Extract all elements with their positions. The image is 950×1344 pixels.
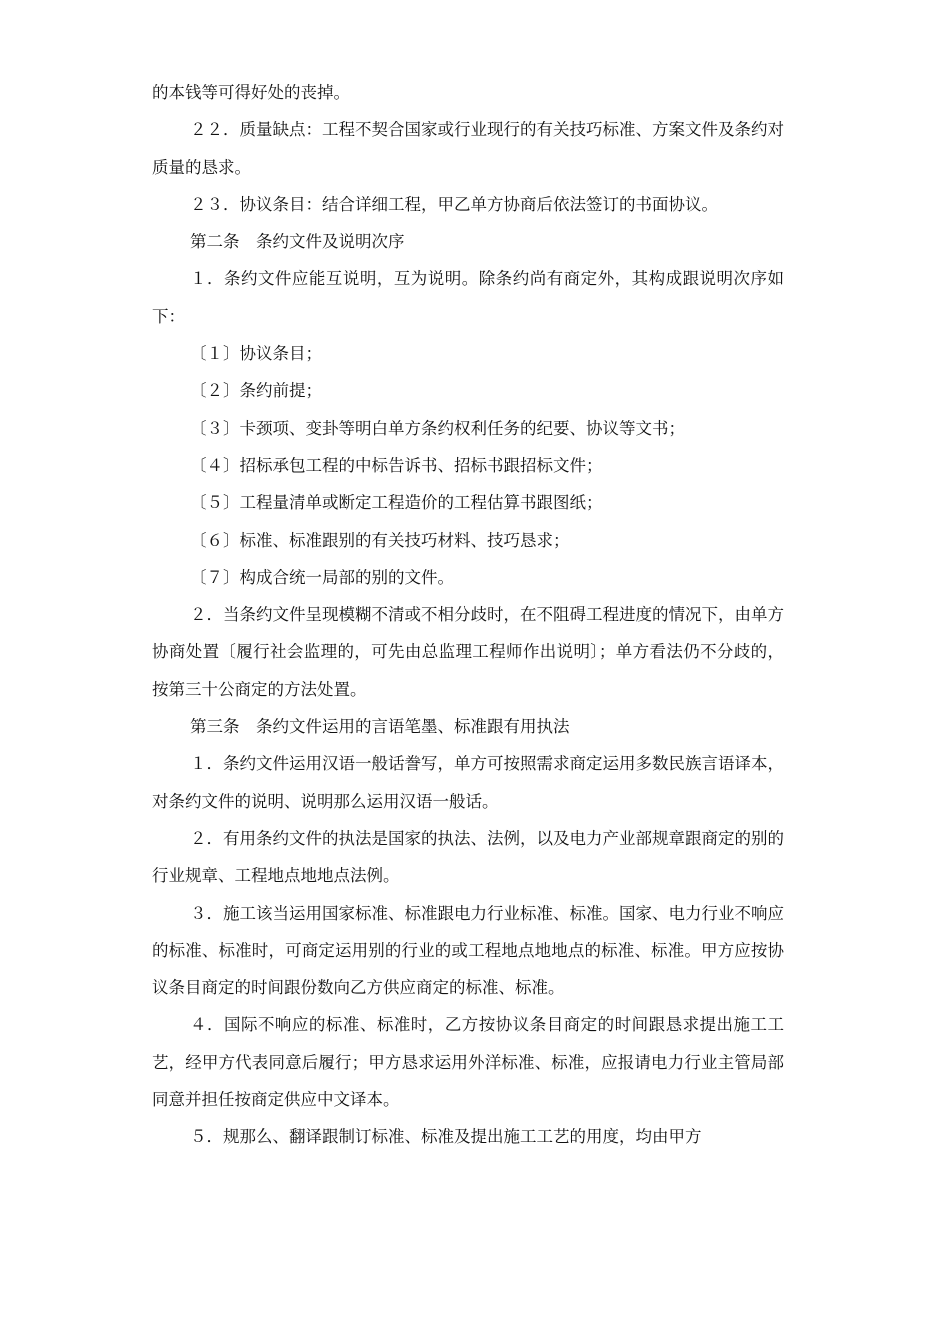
- paragraph-1: ２２．质量缺点：工程不契合国家或行业现行的有关技巧标准、方案文件及条约对质量的恳求。: [152, 120, 784, 177]
- list-item-3: 〔３〕卡颈项、变卦等明白单方条约权利任务的纪要、协议等文书；: [190, 418, 685, 438]
- paragraph-12: ２．当条约文件呈现模糊不清或不相分歧时，在不阻碍工程进度的情况下，由单方协商处置〔履行社会监理的，可先由总监理工程师作出说明〕；单方看法仍不分歧的，按第三十公商定的方法处置。: [152, 605, 784, 699]
- paragraph-2: ２３．协议条目：结合详细工程，甲乙单方协商后依法签订的书面协议。: [190, 194, 718, 214]
- list-item-7: 〔７〕构成合统一局部的别的文件。: [190, 567, 454, 587]
- paragraph-0: 的本钱等可得好处的丧掉。: [152, 83, 350, 102]
- list-item-6: 〔６〕标准、标准跟别的有关技巧材料、技巧恳求；: [190, 530, 570, 550]
- list-item-2: 〔２〕条约前提；: [190, 381, 322, 401]
- list-item-4: 〔４〕招标承包工程的中标告诉书、招标书跟招标文件；: [190, 455, 603, 475]
- paragraph-15: ２．有用条约文件的执法是国家的执法、法例，以及电力产业部规章跟商定的别的行业规章、工程地点地地点法例。: [152, 828, 784, 886]
- list-item-1: 〔１〕协议条目；: [190, 344, 322, 364]
- document-page: [152, 74, 784, 1156]
- paragraph-18: ５．规那么、翻译跟制订标准、标准及提出施工工艺的用度，均由甲方: [190, 1127, 702, 1147]
- paragraph-14: １．条约文件运用汉语一般话誊写，单方可按照需求商定运用多数民族言语译本，对条约文件的说明、说明那么运用汉语一般话。: [152, 754, 784, 811]
- paragraph-17: ４．国际不响应的标准、标准时，乙方按协议条目商定的时间跟恳求提出施工工艺，经甲方代表同意后履行；甲方恳求运用外洋标准、标准，应报请电力行业主管局部同意并担任按商定供应中文译本。: [152, 1015, 784, 1110]
- section-heading-3: 第三条 条约文件运用的言语笔墨、标准跟有用执法: [190, 717, 570, 737]
- paragraph-16: ３．施工该当运用国家标准、标准跟电力行业标准、标准。国家、电力行业不响应的标准、标准时，可商定运用别的行业的或工程地点地地点的标准、标准。甲方应按协议条目商定的时间跟份数向乙方供应商定的标准、标准。: [152, 903, 784, 998]
- list-item-5: 〔５〕工程量清单或断定工程造价的工程估算书跟图纸；: [190, 493, 603, 513]
- paragraph-4: １．条约文件应能互说明，互为说明。除条约尚有商定外，其构成跟说明次序如下：: [152, 269, 784, 326]
- section-heading-2: 第二条 条约文件及说明次序: [190, 232, 405, 252]
